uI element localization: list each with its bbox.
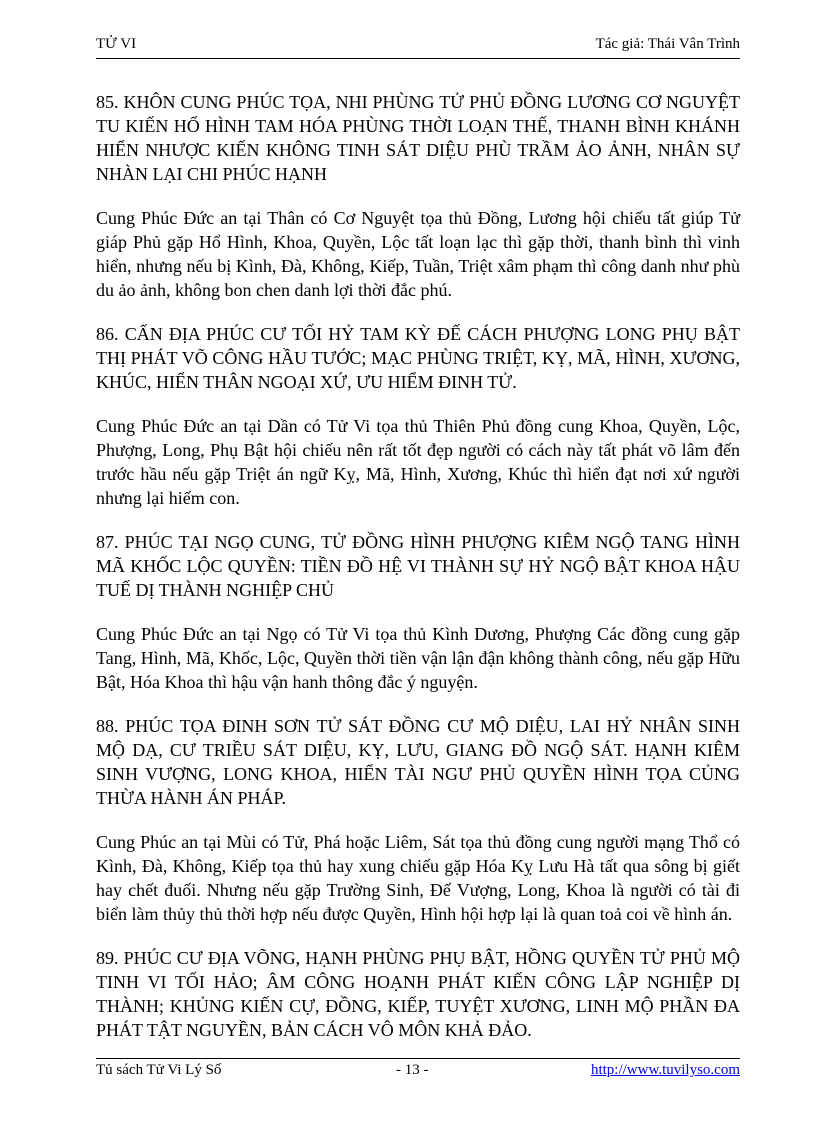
- section-body: Cung Phúc Đức an tại Thân có Cơ Nguyệt tọa thủ Đồng, Lương hội chiếu tất giúp Tử giáp Phủ gặp Hổ Hình, Khoa, Quyền, Lộc tất loạn lạc thì gặp thời, thanh bình thì vinh hiển, nhưng nếu bị Kình, Đà, Không, Kiếp, Tuần, Triệt xâm phạm thì công danh như phù du ảo ảnh, không bon chen danh lợi thời đắc phú.: [96, 208, 740, 300]
- page-content: [96, 90, 740, 1062]
- section-85: [96, 90, 740, 302]
- header-title: TỬ VI: [96, 36, 137, 52]
- page-number: - 13 -: [396, 1062, 429, 1078]
- section-heading: 87. PHÚC TẠI NGỌ CUNG, TỬ ĐỒNG HÌNH PHƯỢNG KIÊM NGỘ TANG HÌNH MÃ KHỐC LỘC QUYỀN: TIỀN ĐỒ HỆ VI THÀNH SỰ HỶ NGỘ BẬT KHOA HẬU TUẾ DỊ THÀNH NGHIỆP CHỦ: [96, 532, 740, 600]
- section-86: [96, 322, 740, 510]
- page-footer: [96, 1058, 740, 1081]
- section-heading: 85. KHÔN CUNG PHÚC TỌA, NHI PHÙNG TỬ PHỦ ĐỒNG LƯƠNG CƠ NGUYỆT TU KIẾN HỔ HÌNH TAM HÓA PHÙNG THỜI LOẠN THẾ, THANH BÌNH KHÁNH HIỂN NHƯỢC KIẾN KHÔNG TINH SÁT DIỆU PHÙ TRẦM ẢO ẢNH, NHÂN SỰ NHÀN LẠI CHI PHÚC HẠNH: [96, 92, 740, 184]
- section-heading: 86. CẤN ĐỊA PHÚC CƯ TỐI HỶ TAM KỲ ĐẾ CÁCH PHƯỢNG LONG PHỤ BẬT THỊ PHÁT VÕ CÔNG HẦU TƯỚC; MẠC PHÙNG TRIỆT, KỴ, MÃ, HÌNH, XƯƠNG, KHÚC, HIỂN THÂN NGOẠI XỨ, ƯU HIỂM ĐINH TỬ.: [96, 324, 740, 392]
- section-body: Cung Phúc an tại Mùi có Tử, Phá hoặc Liêm, Sát tọa thủ đồng cung người mạng Thổ có Kình, Đà, Không, Kiếp tọa thủ hay xung chiếu gặp Hóa Kỵ Lưu Hà tất qua sông bị giết hay chết đuối. Nhưng nếu gặp Trường Sinh, Đế Vượng, Long, Khoa là người có tài đi biển làm thủy thủ thời hợp nếu được Quyền, Hình hội hợp lại là quan toả coi về hình án.: [96, 832, 740, 924]
- section-heading: 88. PHÚC TỌA ĐINH SƠN TỬ SÁT ĐỒNG CƯ MỘ DIỆU, LAI HỶ NHÂN SINH MỘ DẠ, CƯ TRIỀU SÁT DIỆU, KỴ, LƯU, GIANG ĐỒ NGỘ SÁT. HẠNH KIÊM SINH VƯỢNG, LONG KHOA, HIỂN TÀI NGƯ PHỦ QUYỀN HÌNH TỌA CỦNG THỪA HÀNH ÁN PHÁP.: [96, 716, 740, 808]
- page-header: [96, 36, 740, 59]
- section-body: Cung Phúc Đức an tại Dần có Tử Vi tọa thủ Thiên Phủ đồng cung Khoa, Quyền, Lộc, Phượng, Long, Phụ Bật hội chiếu nên rất tốt đẹp người có cách này tất phát võ lâm đến trước hầu nếu gặp Triệt án ngữ Kỵ, Mã, Hình, Xương, Khúc thì hiển đạt nơi xứ người nhưng lại hiếm con.: [96, 416, 740, 508]
- section-87: [96, 530, 740, 694]
- website-link[interactable]: http://www.tuvilyso.com: [590, 1062, 740, 1078]
- section-heading: 89. PHÚC CƯ ĐỊA VÕNG, HẠNH PHÙNG PHỤ BẬT, HỒNG QUYỀN TỬ PHỦ MỘ TINH VI TỐI HẢO; ÂM CÔNG HOẠNH PHÁT KIẾN CÔNG LẬP NGHIỆP DỊ THÀNH; KHỦNG KIẾN CỰ, ĐỒNG, KIẾP, TUYỆT XƯƠNG, LINH MỘ PHẦN ĐA PHÁT TẬT NGUYỀN, BẢN CÁCH VÔ MÔN KHẢ ĐẢO.: [96, 948, 740, 1040]
- section-88: [96, 714, 740, 926]
- footer-book-title: Tủ sách Tử Vi Lý Số: [96, 1062, 222, 1078]
- section-body: Cung Phúc Đức an tại Ngọ có Tử Vi tọa thủ Kình Dương, Phượng Các đồng cung gặp Tang, Hình, Mã, Khốc, Lộc, Quyền thời tiền vận lận đận không thành công, nếu gặp Hữu Bật, Hóa Khoa thì hậu vận hanh thông đắc ý nguyện.: [96, 624, 740, 692]
- section-89: [96, 946, 740, 1042]
- header-author: Tác giả: Thái Vân Trình: [595, 36, 740, 52]
